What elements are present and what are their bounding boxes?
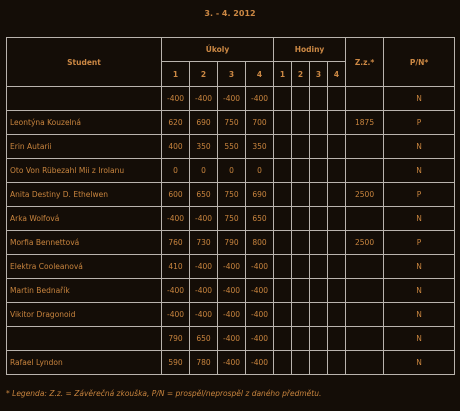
ukol-cell: 350: [190, 135, 218, 159]
pn-cell: N: [384, 207, 455, 231]
hodina-cell: [274, 303, 292, 327]
hodina-cell: [274, 135, 292, 159]
pn-cell: N: [384, 303, 455, 327]
student-name: Vikitor Dragonoid: [7, 303, 162, 327]
hodina-cell: [310, 327, 328, 351]
ukol-cell: -400: [190, 207, 218, 231]
table-row: [7, 327, 455, 351]
zz-header: Z.z.*: [346, 38, 384, 87]
hodina-cell: [274, 327, 292, 351]
ukoly-header: Úkoly: [162, 38, 274, 62]
ukol-cell: -400: [190, 279, 218, 303]
student-name: Rafael Lyndon: [7, 351, 162, 375]
ukol-cell: 410: [162, 255, 190, 279]
table-row: [7, 135, 455, 159]
student-name: Morfia Bennettová: [7, 231, 162, 255]
table-row: [7, 255, 455, 279]
zz-cell: [346, 351, 384, 375]
table-row: [7, 111, 455, 135]
table-row: [7, 159, 455, 183]
hodiny-header: Hodiny: [274, 38, 346, 62]
hodina-cell: [328, 135, 346, 159]
hodina-cell: [328, 111, 346, 135]
hodina-cell: [292, 207, 310, 231]
hodina-cell: [274, 111, 292, 135]
pn-cell: N: [384, 327, 455, 351]
table-row: [7, 303, 455, 327]
student-name: Erin Autarii: [7, 135, 162, 159]
hodina-cell: [292, 159, 310, 183]
ukoly-col-header: 3: [218, 62, 246, 87]
hodina-cell: [292, 111, 310, 135]
hodina-cell: [292, 351, 310, 375]
student-name: [7, 327, 162, 351]
hodina-cell: [292, 279, 310, 303]
ukol-cell: 350: [246, 135, 274, 159]
table-row: [7, 207, 455, 231]
ukol-cell: 600: [162, 183, 190, 207]
ukol-cell: 590: [162, 351, 190, 375]
pn-cell: P: [384, 111, 455, 135]
hodina-cell: [274, 231, 292, 255]
hodina-cell: [310, 351, 328, 375]
hodiny-col-header: 1: [274, 62, 292, 87]
ukol-cell: 690: [246, 183, 274, 207]
ukol-cell: 790: [162, 327, 190, 351]
student-header: Student: [7, 38, 162, 87]
hodina-cell: [328, 87, 346, 111]
ukol-cell: -400: [246, 327, 274, 351]
table-row: [7, 183, 455, 207]
hodina-cell: [274, 87, 292, 111]
hodina-cell: [310, 183, 328, 207]
zz-cell: [346, 159, 384, 183]
hodina-cell: [310, 87, 328, 111]
ukol-cell: 400: [162, 135, 190, 159]
hodina-cell: [310, 279, 328, 303]
hodiny-col-header: 3: [310, 62, 328, 87]
hodina-cell: [292, 255, 310, 279]
pn-cell: N: [384, 255, 455, 279]
ukol-cell: 550: [218, 135, 246, 159]
hodina-cell: [328, 255, 346, 279]
hodina-cell: [274, 255, 292, 279]
zz-cell: [346, 135, 384, 159]
hodina-cell: [292, 183, 310, 207]
student-name: [7, 87, 162, 111]
ukoly-col-header: 4: [246, 62, 274, 87]
zz-cell: 2500: [346, 183, 384, 207]
ukoly-col-header: 2: [190, 62, 218, 87]
hodina-cell: [310, 303, 328, 327]
ukol-cell: 730: [190, 231, 218, 255]
hodina-cell: [292, 327, 310, 351]
hodina-cell: [328, 231, 346, 255]
hodina-cell: [274, 207, 292, 231]
ukol-cell: 0: [218, 159, 246, 183]
zz-cell: [346, 303, 384, 327]
pn-cell: N: [384, 159, 455, 183]
ukol-cell: -400: [218, 303, 246, 327]
ukol-cell: -400: [218, 279, 246, 303]
ukol-cell: 690: [190, 111, 218, 135]
hodina-cell: [310, 207, 328, 231]
hodina-cell: [292, 231, 310, 255]
hodina-cell: [328, 327, 346, 351]
ukol-cell: 760: [162, 231, 190, 255]
ukol-cell: 0: [246, 159, 274, 183]
ukoly-col-header: 1: [162, 62, 190, 87]
ukol-cell: -400: [190, 303, 218, 327]
pn-cell: N: [384, 135, 455, 159]
zz-cell: 1875: [346, 111, 384, 135]
hodina-cell: [292, 135, 310, 159]
ukol-cell: 750: [218, 111, 246, 135]
hodina-cell: [328, 183, 346, 207]
ukol-cell: 780: [190, 351, 218, 375]
hodina-cell: [274, 351, 292, 375]
ukol-cell: 0: [190, 159, 218, 183]
ukol-cell: -400: [162, 87, 190, 111]
hodina-cell: [310, 255, 328, 279]
table-row: [7, 231, 455, 255]
ukol-cell: -400: [246, 303, 274, 327]
ukol-cell: 650: [190, 327, 218, 351]
pn-cell: N: [384, 279, 455, 303]
hodina-cell: [328, 303, 346, 327]
pn-cell: N: [384, 351, 455, 375]
pn-cell: P: [384, 231, 455, 255]
table-row: [7, 279, 455, 303]
grades-table: [6, 37, 455, 375]
zz-cell: [346, 207, 384, 231]
zz-cell: [346, 87, 384, 111]
hodiny-col-header: 4: [328, 62, 346, 87]
hodina-cell: [274, 279, 292, 303]
hodina-cell: [274, 183, 292, 207]
ukol-cell: -400: [162, 207, 190, 231]
hodina-cell: [328, 351, 346, 375]
zz-cell: [346, 327, 384, 351]
hodina-cell: [310, 159, 328, 183]
student-name: Leontýna Kouzelná: [7, 111, 162, 135]
ukol-cell: -400: [246, 351, 274, 375]
hodina-cell: [310, 135, 328, 159]
ukol-cell: -400: [246, 279, 274, 303]
legend-note: * Legenda: Z.z. = Závěrečná zkouška, P/N = prospěl/neprospěl z daného předmětu.: [6, 389, 322, 398]
ukol-cell: -400: [246, 87, 274, 111]
zz-cell: 2500: [346, 231, 384, 255]
ukol-cell: 0: [162, 159, 190, 183]
ukol-cell: -400: [162, 303, 190, 327]
ukol-cell: -400: [190, 87, 218, 111]
student-name: Martin Bednařík: [7, 279, 162, 303]
hodina-cell: [328, 159, 346, 183]
hodina-cell: [328, 279, 346, 303]
ukol-cell: -400: [246, 255, 274, 279]
zz-cell: [346, 255, 384, 279]
ukol-cell: 650: [190, 183, 218, 207]
ukol-cell: 790: [218, 231, 246, 255]
ukol-cell: -400: [218, 87, 246, 111]
pn-header: P/N*: [384, 38, 455, 87]
ukol-cell: -400: [218, 255, 246, 279]
page-title: 3. - 4. 2012: [204, 9, 256, 18]
student-name: Elektra Cooleanová: [7, 255, 162, 279]
hodina-cell: [292, 87, 310, 111]
pn-cell: N: [384, 87, 455, 111]
hodina-cell: [310, 231, 328, 255]
hodina-cell: [274, 159, 292, 183]
zz-cell: [346, 279, 384, 303]
hodiny-col-header: 2: [292, 62, 310, 87]
table-row: [7, 351, 455, 375]
ukol-cell: -400: [162, 279, 190, 303]
ukol-cell: -400: [218, 327, 246, 351]
pn-cell: P: [384, 183, 455, 207]
hodina-cell: [328, 207, 346, 231]
table-row: [7, 87, 455, 111]
ukol-cell: -400: [218, 351, 246, 375]
student-name: Arka Wolfová: [7, 207, 162, 231]
student-name: Anita Destiny D. Ethelwen: [7, 183, 162, 207]
ukol-cell: 800: [246, 231, 274, 255]
ukol-cell: 620: [162, 111, 190, 135]
ukol-cell: 750: [218, 183, 246, 207]
student-name: Oto Von Rübezahl Mii z Irolanu: [7, 159, 162, 183]
ukol-cell: -400: [190, 255, 218, 279]
ukol-cell: 700: [246, 111, 274, 135]
hodina-cell: [310, 111, 328, 135]
hodina-cell: [292, 303, 310, 327]
ukol-cell: 750: [218, 207, 246, 231]
ukol-cell: 650: [246, 207, 274, 231]
